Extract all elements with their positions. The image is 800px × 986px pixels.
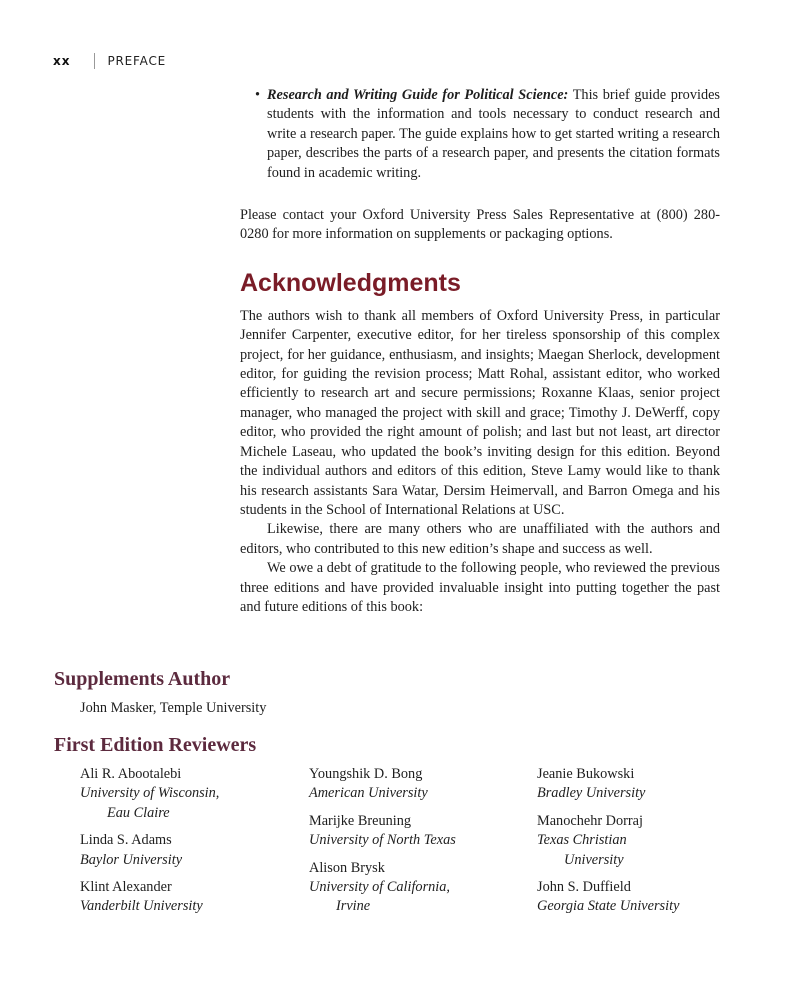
affiliation-continuation: Eau Claire <box>107 804 170 821</box>
bullet-item <box>240 86 720 183</box>
affiliation-continuation: University <box>564 851 624 868</box>
reviewer-name: Linda S. Adams <box>80 832 172 849</box>
reviewer-name: Youngshik D. Bong <box>309 766 423 782</box>
contact-paragraph: Please contact your Oxford University Press Sales Representative at (800) 280-0280 for more information on supplements or packaging options. <box>240 207 720 243</box>
reviewer-name: Jeanie Bukowski <box>537 766 635 782</box>
reviewer-name: Ali R. Abootalebi <box>80 766 182 782</box>
reviewer-column-2 <box>309 765 529 925</box>
reviewer-affiliation: Baylor University <box>80 851 183 868</box>
reviewer-name: Klint Alexander <box>80 879 172 896</box>
reviewer-affiliation: Bradley University <box>537 785 646 802</box>
reviewer-entry <box>80 831 300 870</box>
reviewer-entry <box>537 812 757 870</box>
reviewer-entry <box>537 878 757 917</box>
reviewer-affiliation: Vanderbilt University <box>80 898 203 915</box>
reviewer-entry <box>309 859 529 917</box>
affiliation-continuation: Irvine <box>336 898 371 915</box>
reviewer-entry <box>309 765 529 804</box>
reviewer-affiliation <box>309 878 529 917</box>
acknowledgments-heading: Acknowledgments <box>240 268 461 297</box>
reviewers-heading: First Edition Reviewers <box>54 734 257 756</box>
running-header <box>53 52 166 70</box>
main-column <box>240 86 720 617</box>
reviewer-affiliation: American University <box>309 785 428 802</box>
affiliation-line: Texas Christian <box>537 832 627 849</box>
reviewer-entry <box>80 878 300 917</box>
page-number: xx <box>53 54 71 68</box>
ack-paragraph-3: We owe a debt of gratitude to the following people, who reviewed the previous three editions and have provided invaluable insight into putting together the past and future editions of this book: <box>240 560 720 615</box>
affiliation-line: University of Wisconsin, <box>80 785 220 802</box>
ack-paragraph-1: The authors wish to thank all members of Oxford University Press, in particular Jennifer Carpenter, executive editor, for her tireless sponsorship of this complex project, for her guidance, enthusiasm, and insights; Maegan Sherlock, development editor, for guiding the revision process; Matt Rohal, assistant editor, who worked efficiently to research art and secure permissions; Roxanne Klaas, senior project manager, who managed the project with skill and grace; Timothy J. DeWerff, copy editor, who provided the right amount of polish; and last but not least, art director Michele Laseau, who updated the book’s inviting design for this edition. Beyond the individual authors and editors of this edition, Steve Lamy would like to thank his research assistants Sara Watar, Dersim Heimervall, and Barron Omega and his students in the School of International Relations at USC. <box>240 307 720 518</box>
reviewer-affiliation: Georgia State University <box>537 898 680 915</box>
reviewer-name: Marijke Breuning <box>309 812 412 829</box>
reviewer-entry <box>309 812 529 851</box>
reviewer-name: Manochehr Dorraj <box>537 812 643 829</box>
reviewer-affiliation <box>80 784 300 823</box>
reviewer-entry <box>80 765 300 823</box>
bullet-text: This brief guide provides students with the information and tools necessary to conduct research and write a research paper. The guide explains how to get started writing a research paper, describes the parts of a research paper, and presents the citation formats found in academic writing. <box>267 87 720 181</box>
reviewer-entry <box>537 765 757 804</box>
supplements-heading: Supplements Author <box>54 668 231 690</box>
reviewer-affiliation <box>537 831 757 870</box>
bullet-lead: Research and Writing Guide for Political Science: <box>267 87 569 103</box>
supplements-author: John Masker, Temple University <box>80 700 267 716</box>
reviewer-name: John S. Duffield <box>537 879 631 896</box>
affiliation-line: University of California, <box>309 879 450 896</box>
section-name: PREFACE <box>107 54 167 68</box>
reviewer-affiliation: University of North Texas <box>309 832 456 849</box>
reviewer-name: Alison Brysk <box>309 859 385 876</box>
bullet-icon: • <box>255 87 261 103</box>
ack-paragraph-2: Likewise, there are many others who are unaffiliated with the authors and editors, who contributed to this new edition’s shape and success as well. <box>240 521 720 557</box>
reviewer-column-3 <box>537 765 757 925</box>
header-divider <box>94 53 95 69</box>
reviewer-column-1 <box>80 765 300 925</box>
